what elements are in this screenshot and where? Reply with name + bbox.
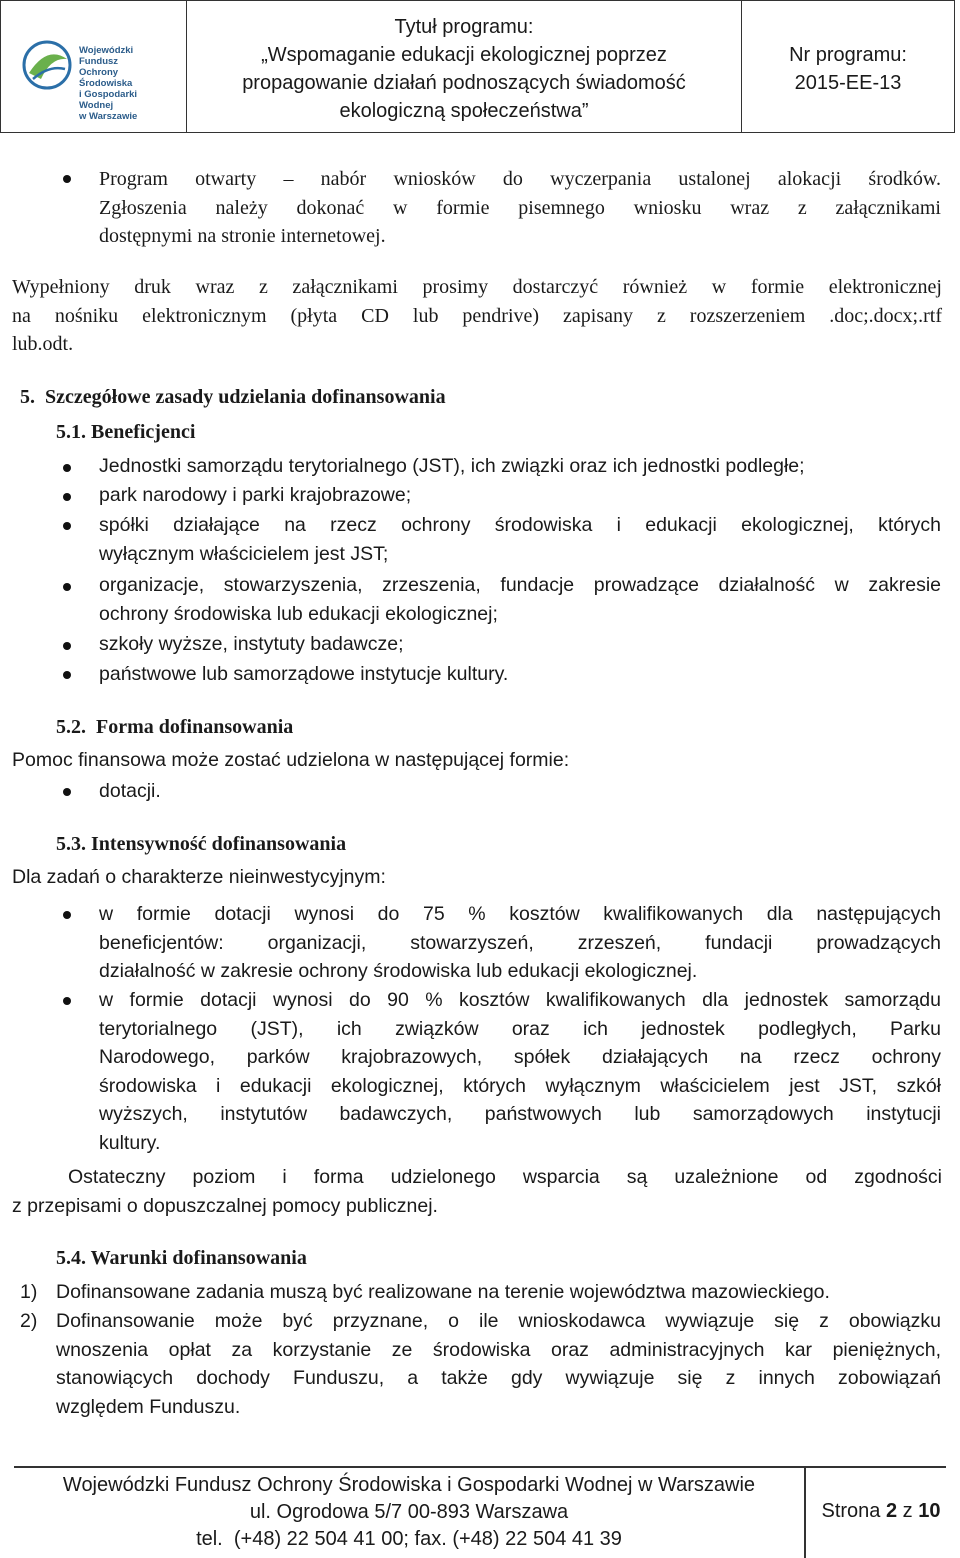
text-line: wnoszenia opłat za korzystanie ze środowiska oraz administracyjnych kar pieniężnych, bbox=[56, 1338, 941, 1361]
text-line: wyłącznym właścicielem jest JST; bbox=[99, 542, 389, 565]
text-line: środowiska i edukacji ekologicznej, których wyłącznym właścicielem jest JST, szkół bbox=[99, 1074, 941, 1097]
text-line: ochrony środowiska lub edukacji ekologicznej; bbox=[99, 602, 498, 625]
logo-text-line: Wojewódzki Fundusz bbox=[79, 45, 134, 67]
header-title-cell bbox=[187, 1, 742, 132]
program-title-line: propagowanie działań podnoszących świadomość bbox=[242, 72, 686, 94]
text-line: Narodowego, parków krajobrazowych, spółek działających na rzecz ochrony bbox=[99, 1046, 941, 1068]
condition-number: 2) bbox=[20, 1310, 38, 1332]
text-line: lub.odt. bbox=[12, 333, 74, 355]
section-5-3-heading: 5.3. Intensywność dofinansowania bbox=[56, 833, 347, 855]
intro-bullet-text bbox=[99, 165, 941, 251]
bullet-icon bbox=[63, 175, 71, 183]
section-5-2-heading: 5.2. Forma dofinansowania bbox=[56, 716, 294, 738]
logo-leaf-icon bbox=[21, 39, 73, 91]
text-line: na nośniku elektronicznym (płyta CD lub pendrive) zapisany z rozszerzeniem .doc;.docx;.rtf bbox=[12, 304, 942, 327]
list-item bbox=[99, 571, 941, 628]
logo-text-line: Ochrony Środowiska bbox=[79, 67, 133, 89]
section-5-1-heading: 5.1. Beneficjenci bbox=[56, 421, 196, 443]
section-5-3-lead: Dla zadań o charakterze nieinwestycyjnym: bbox=[12, 866, 386, 888]
logo-text-line: i Gospodarki Wodnej bbox=[79, 89, 138, 111]
bullet-icon bbox=[63, 464, 71, 472]
page-footer bbox=[0, 1466, 960, 1558]
page-total: 10 bbox=[918, 1500, 941, 1522]
logo-text bbox=[79, 45, 171, 122]
program-title-label: Tytuł programu: bbox=[394, 16, 534, 38]
text-line: względem Funduszu. bbox=[56, 1395, 241, 1418]
text-line: w formie dotacji wynosi do 90 % kosztów kwalifikowanych dla jednostek samorządu bbox=[99, 989, 941, 1011]
text-line: Program otwarty – nabór wniosków do wyczerpania ustalonej alokacji środków. bbox=[99, 168, 941, 190]
page-prefix: Strona bbox=[821, 1500, 886, 1522]
bullet-icon bbox=[63, 788, 71, 796]
text-line: organizacje, stowarzyszenia, zrzeszenia, fundacje prowadzące działalność w zakresie bbox=[99, 574, 941, 596]
section-5-4-heading: 5.4. Warunki dofinansowania bbox=[56, 1247, 307, 1269]
list-item bbox=[99, 511, 941, 568]
list-item: park narodowy i parki krajobrazowe; bbox=[99, 484, 412, 506]
section-5-heading: 5. Szczegółowe zasady udzielania dofinansowania bbox=[20, 386, 446, 408]
bullet-icon bbox=[63, 911, 71, 919]
footer-line: tel. (+48) 22 504 41 00; fax. (+48) 22 504 41 39 bbox=[196, 1528, 622, 1550]
text-line: stanowiących dochody Funduszu, a także gdy wywiązuje się z innych zobowiązań bbox=[56, 1367, 941, 1389]
list-item: dotacji. bbox=[99, 780, 161, 802]
section-5-2-lead: Pomoc finansowa może zostać udzielona w następującej formie: bbox=[12, 749, 570, 771]
list-item: Jednostki samorządu terytorialnego (JST), ich związki oraz ich jednostki podległe; bbox=[99, 455, 805, 477]
bullet-icon bbox=[63, 583, 71, 591]
section-5-3-closing bbox=[12, 1163, 942, 1220]
logo-text-line: w Warszawie bbox=[79, 111, 138, 122]
intensity-item-75 bbox=[99, 900, 941, 986]
footer-line: Wojewódzki Fundusz Ochrony Środowiska i Gospodarki Wodnej w Warszawie bbox=[62, 1474, 756, 1496]
text-line: kultury. bbox=[99, 1131, 161, 1154]
list-item: szkoły wyższe, instytuty badawcze; bbox=[99, 633, 404, 655]
wfosigw-logo bbox=[21, 39, 171, 122]
text-line: Ostateczny poziom i forma udzielonego wsparcia są uzależnione od zgodności bbox=[68, 1166, 942, 1188]
bullet-icon bbox=[63, 522, 71, 530]
text-line: Zgłoszenia należy dokonać w formie pisemnego wniosku wraz z załącznikami bbox=[99, 196, 941, 219]
electronic-submission-note bbox=[12, 273, 942, 359]
program-title-line: ekologiczną społeczeństwa” bbox=[339, 100, 589, 122]
condition-number: 1) bbox=[20, 1281, 38, 1303]
bullet-icon bbox=[63, 642, 71, 650]
program-number-value: 2015-EE-13 bbox=[794, 72, 902, 94]
text-line: z przepisami o dopuszczalnej pomocy publicznej. bbox=[12, 1194, 438, 1217]
text-line: działalność w zakresie ochrony środowiska lub edukacji ekologicznej. bbox=[99, 960, 698, 982]
list-item: państwowe lub samorządowe instytucje kultury. bbox=[99, 663, 509, 685]
program-number-label: Nr programu: bbox=[789, 44, 907, 66]
condition-item-1: Dofinansowane zadania muszą być realizowane na terenie województwa mazowieckiego. bbox=[56, 1281, 830, 1303]
bullet-icon bbox=[63, 997, 71, 1005]
footer-line: ul. Ogrodowa 5/7 00-893 Warszawa bbox=[249, 1501, 569, 1523]
footer-divider bbox=[14, 1466, 946, 1468]
page-current: 2 bbox=[885, 1500, 898, 1522]
page-header bbox=[0, 0, 960, 133]
header-table bbox=[0, 0, 955, 133]
header-logo-cell bbox=[1, 1, 187, 132]
text-line: Wypełniony druk wraz z załącznikami prosimy dostarczyć również w formie elektronicznej bbox=[12, 276, 942, 298]
bullet-icon bbox=[63, 493, 71, 501]
condition-item-2 bbox=[56, 1307, 941, 1421]
footer-address bbox=[14, 1472, 804, 1553]
text-line: wyższych, instytutów badawczych, państwowych lub samorządowych instytucji bbox=[99, 1103, 941, 1125]
text-line: dostępnymi na stronie internetowej. bbox=[99, 225, 386, 247]
text-line: w formie dotacji wynosi do 75 % kosztów kwalifikowanych dla następujących bbox=[99, 903, 941, 925]
intensity-item-90 bbox=[99, 986, 941, 1157]
text-line: terytorialnego (JST), ich związków oraz ich jednostek podległych, Parku bbox=[99, 1017, 941, 1040]
page-mid: z bbox=[897, 1500, 919, 1522]
bullet-icon bbox=[63, 671, 71, 679]
text-line: spółki działające na rzecz ochrony środowiska i edukacji ekologicznej, których bbox=[99, 514, 941, 536]
text-line: Dofinansowanie może być przyznane, o ile wnioskodawca wywiązuje się z obowiązku bbox=[56, 1310, 941, 1332]
program-title-line: „Wspomaganie edukacji ekologicznej poprzez bbox=[261, 44, 667, 66]
text-line: beneficjentów: organizacji, stowarzyszeń, zrzeszeń, fundacji prowadzących bbox=[99, 931, 941, 954]
page-number bbox=[806, 1500, 956, 1523]
header-number-cell bbox=[742, 1, 954, 132]
